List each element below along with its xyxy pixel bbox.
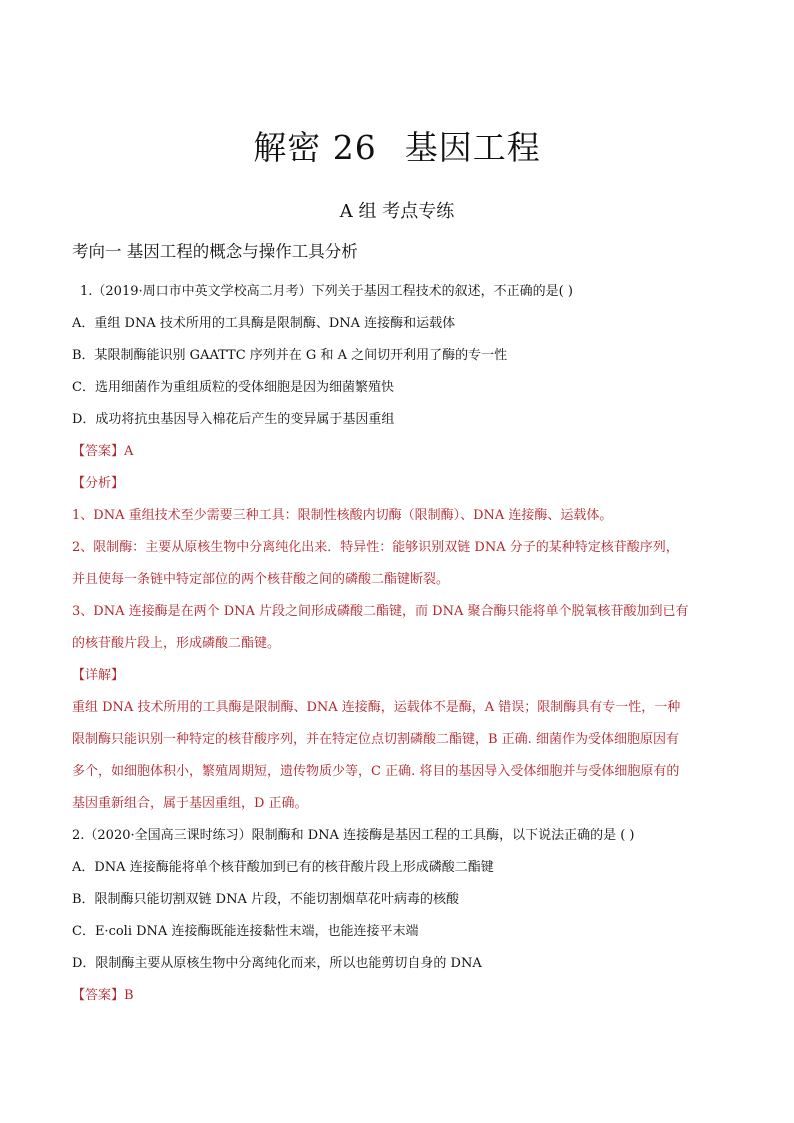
page-title [0,126,794,170]
q1-detail-line: 限制酶只能识别一种特定的核苷酸序列，并在特定位点切割磷酸二酯键，B 正确. 细菌作为受体细胞原因有 [72,732,679,747]
q1-stem: 1.（2019·周口市中英文学校高二月考）下列关于基因工程技术的叙述，不正确的是( ) [80,284,573,299]
q2-answer-label: 【答案】 [72,988,125,1003]
q1-analysis-line: 的核苷酸片段上，形成磷酸二酯键。 [72,636,281,651]
q1-analysis-line: 3、DNA 连接酶是在两个 DNA 片段之间形成磷酸二酯键，而 DNA 聚合酶只能将单个脱氧核苷酸加到已有 [72,604,689,619]
q1-detail-line: 多个，如细胞体积小，繁殖周期短，遗传物质少等，C 正确. 将目的基因导入受体细胞并与受体细胞原有的 [72,764,680,779]
q1-option-d: D．成功将抗虫基因导入棉花后产生的变异属于基因重组 [72,412,395,427]
q2-answer [72,986,732,1006]
q2-option-c: C．E·coli DNA 连接酶既能连接黏性末端，也能连接平末端 [72,924,419,939]
q1-answer [72,442,732,462]
q2-option-a: A．DNA 连接酶能将单个核苷酸加到已有的核苷酸片段上形成磷酸二酯键 [72,860,494,875]
q1-analysis-line: 并且使每一条链中特定部位的两个核苷酸之间的磷酸二酯键断裂。 [72,572,450,587]
q1-option-c: C．选用细菌作为重组质粒的受体细胞是因为细菌繁殖快 [72,380,394,395]
title-part2: 基因工程 [404,128,541,167]
title-part1: 解密 26 [253,128,377,167]
q1-answer-value: A [124,444,134,459]
q1-analysis-label: 【分析】 [72,476,125,491]
q2-stem: 2.（2020·全国高三课时练习）限制酶和 DNA 连接酶是基因工程的工具酶，以下说法正确的是 ( ) [72,828,635,843]
q2-option-d: D．限制酶主要从原核生物中分离纯化而来，所以也能剪切自身的 DNA [72,956,482,971]
q1-detail-label: 【详解】 [72,668,125,683]
q1-detail-line: 基因重新组合，属于基因重组，D 正确。 [72,796,308,811]
section-title: 考向一 基因工程的概念与操作工具分析 [72,242,358,261]
q1-analysis-line: 1、DNA 重组技术至少需要三种工具：限制性核酸内切酶（限制酶）、DNA 连接酶、运载体。 [72,508,613,523]
q1-option-b: B．某限制酶能识别 GAATTC 序列并在 G 和 A 之间切开利用了酶的专一性 [72,348,508,363]
q1-option-a: A．重组 DNA 技术所用的工具酶是限制酶、DNA 连接酶和运载体 [72,316,456,331]
group-title: A 组 考点专练 [339,201,455,222]
q1-answer-label: 【答案】 [72,444,125,459]
q2-option-b: B．限制酶只能切割双链 DNA 片段，不能切割烟草花叶病毒的核酸 [72,892,460,907]
q2-answer-value: B [124,988,134,1003]
q1-analysis-line: 2、限制酶：主要从原核生物中分离纯化出来．特异性：能够识别双链 DNA 分子的某种特定核苷酸序列， [72,540,679,555]
q1-detail-line: 重组 DNA 技术所用的工具酶是限制酶、DNA 连接酶，运载体不是酶，A 错误；限制酶具有专一性，一种 [72,700,681,715]
